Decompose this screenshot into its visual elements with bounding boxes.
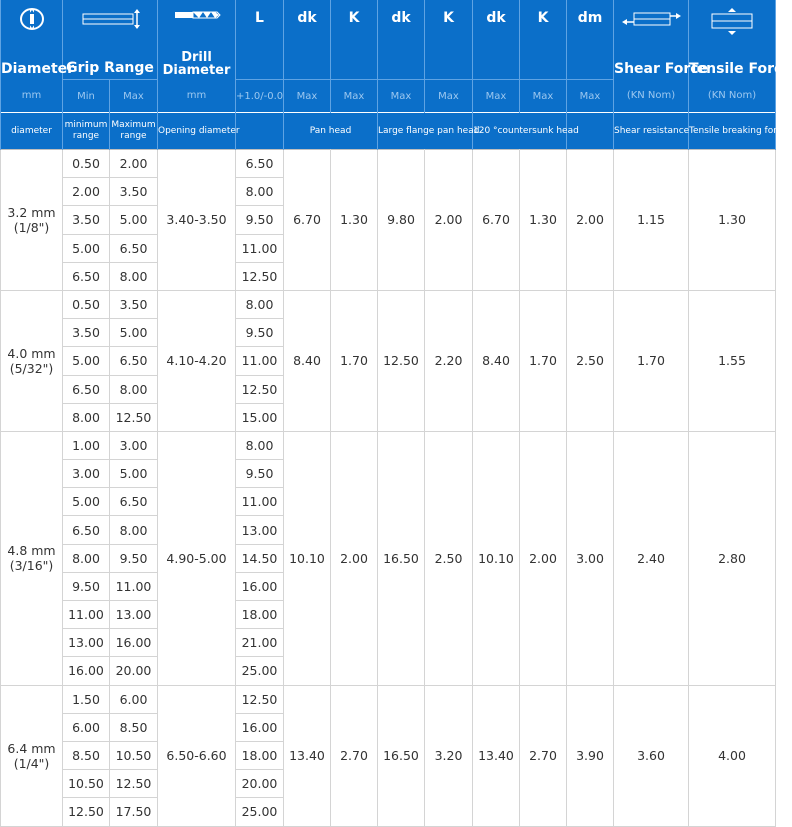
cell-drill: 3.40-3.50 xyxy=(158,150,236,291)
cell-L: 8.00 xyxy=(236,290,284,318)
cell-grip-min: 0.50 xyxy=(63,290,110,318)
unit-L: +1.0/-0.0 xyxy=(236,80,284,113)
cell-grip-max: 12.50 xyxy=(110,403,158,431)
cell-grip-max: 10.50 xyxy=(110,741,158,769)
cell-dk-1: 6.70 xyxy=(284,150,331,291)
cell-L: 6.50 xyxy=(236,150,284,178)
shear-force-icon xyxy=(620,8,682,30)
unit-tensile: (KN Nom) xyxy=(689,80,776,113)
cell-tensile: 2.80 xyxy=(689,431,776,685)
desc-countersunk: 120 °countersunk head xyxy=(473,113,567,150)
desc-diameter: diameter xyxy=(1,113,63,150)
cell-L: 12.50 xyxy=(236,262,284,290)
cell-dk-2: 16.50 xyxy=(378,685,425,826)
cell-grip-min: 9.50 xyxy=(63,572,110,600)
table-row xyxy=(1,431,776,459)
diameter-inch: (3/16") xyxy=(9,558,54,574)
cell-grip-min: 0.50 xyxy=(63,150,110,178)
cell-grip-min: 3.50 xyxy=(63,319,110,347)
cell-K-1: 1.70 xyxy=(331,290,378,431)
cell-grip-max: 8.00 xyxy=(110,516,158,544)
cell-L: 13.00 xyxy=(236,516,284,544)
cell-grip-max: 6.00 xyxy=(110,685,158,713)
cell-grip-min: 6.50 xyxy=(63,516,110,544)
cell-L: 9.50 xyxy=(236,460,284,488)
unit-min: Min xyxy=(63,80,110,113)
cell-grip-max: 5.00 xyxy=(110,319,158,347)
cell-tensile: 1.30 xyxy=(689,150,776,291)
cell-L: 12.50 xyxy=(236,375,284,403)
cell-L: 20.00 xyxy=(236,770,284,798)
unit-diameter: mm xyxy=(1,80,63,113)
desc-min-line1: minimum xyxy=(64,120,108,130)
header-drill-line1: Drill xyxy=(181,49,212,65)
cell-grip-max: 20.00 xyxy=(110,657,158,685)
header-dk-3: dk xyxy=(473,0,520,80)
cell-dm: 2.50 xyxy=(567,290,614,431)
cell-L: 11.00 xyxy=(236,347,284,375)
cell-K-2: 2.00 xyxy=(425,150,473,291)
cell-grip-min: 13.00 xyxy=(63,629,110,657)
table-body xyxy=(1,150,776,827)
unit-dk-3: Max xyxy=(473,80,520,113)
table-row xyxy=(1,685,776,713)
cell-diameter xyxy=(1,431,63,685)
tensile-force-icon xyxy=(707,8,757,36)
cell-grip-max: 6.50 xyxy=(110,234,158,262)
header-shear-force: Shear Force xyxy=(614,46,689,80)
unit-shear: (KN Nom) xyxy=(614,80,689,113)
unit-K-1: Max xyxy=(331,80,378,113)
cell-grip-min: 16.00 xyxy=(63,657,110,685)
cell-dk-2: 12.50 xyxy=(378,290,425,431)
cell-shear: 2.40 xyxy=(614,431,689,685)
diameter-inch: (1/8") xyxy=(13,219,50,235)
cell-grip-max: 2.00 xyxy=(110,150,158,178)
cell-grip-min: 1.00 xyxy=(63,431,110,459)
desc-drill: Opening diameter xyxy=(158,113,236,150)
cell-L: 25.00 xyxy=(236,657,284,685)
diameter-mm: 6.4 mm xyxy=(7,740,56,756)
table-row xyxy=(1,290,776,318)
cell-grip-max: 6.50 xyxy=(110,488,158,516)
cell-grip-max: 13.00 xyxy=(110,601,158,629)
cell-L: 11.00 xyxy=(236,234,284,262)
cell-L: 16.00 xyxy=(236,572,284,600)
header-diameter: Diameter xyxy=(1,46,63,80)
cell-L: 18.00 xyxy=(236,601,284,629)
desc-tensile: Tensile breaking force xyxy=(689,113,776,150)
cell-grip-max: 6.50 xyxy=(110,347,158,375)
cell-drill: 4.10-4.20 xyxy=(158,290,236,431)
cell-grip-min: 3.00 xyxy=(63,460,110,488)
header-diameter-icon-cell xyxy=(1,0,63,46)
header-grip-icon-cell xyxy=(63,0,158,46)
cell-dm: 3.90 xyxy=(567,685,614,826)
cell-K-3: 2.00 xyxy=(520,431,567,685)
grip-range-icon xyxy=(75,8,145,30)
cell-grip-max: 8.50 xyxy=(110,713,158,741)
diameter-inch: (5/32") xyxy=(9,360,54,376)
cell-grip-min: 2.00 xyxy=(63,178,110,206)
desc-max-line1: Maximum xyxy=(111,120,156,130)
cell-dk-3: 6.70 xyxy=(473,150,520,291)
cell-shear: 1.70 xyxy=(614,290,689,431)
header-shear-icon-cell xyxy=(614,0,689,46)
cell-diameter xyxy=(1,290,63,431)
cell-grip-min: 5.00 xyxy=(63,234,110,262)
unit-max: Max xyxy=(110,80,158,113)
cell-drill: 6.50-6.60 xyxy=(158,685,236,826)
cell-L: 9.50 xyxy=(236,206,284,234)
header-L: L xyxy=(236,0,284,80)
cell-L: 25.00 xyxy=(236,798,284,826)
diameter-mm: 4.8 mm xyxy=(7,543,56,559)
cell-L: 8.00 xyxy=(236,178,284,206)
cell-grip-max: 12.50 xyxy=(110,770,158,798)
cell-dk-3: 10.10 xyxy=(473,431,520,685)
desc-max-line2: range xyxy=(120,131,147,141)
cell-grip-max: 3.50 xyxy=(110,290,158,318)
cell-tensile: 1.55 xyxy=(689,290,776,431)
unit-K-2: Max xyxy=(425,80,473,113)
cell-dk-3: 13.40 xyxy=(473,685,520,826)
cell-shear: 1.15 xyxy=(614,150,689,291)
cell-dk-2: 16.50 xyxy=(378,431,425,685)
cell-grip-max: 16.00 xyxy=(110,629,158,657)
desc-shear: Shear resistance xyxy=(614,113,689,150)
header-drill-line2: Diameter xyxy=(162,62,231,78)
cell-K-1: 1.30 xyxy=(331,150,378,291)
header-tensile-icon-cell xyxy=(689,0,776,46)
cell-shear: 3.60 xyxy=(614,685,689,826)
cell-grip-max: 5.00 xyxy=(110,460,158,488)
header-drill-diameter xyxy=(158,46,236,80)
cell-K-3: 2.70 xyxy=(520,685,567,826)
header-dk-1: dk xyxy=(284,0,331,80)
cell-K-3: 1.30 xyxy=(520,150,567,291)
cell-grip-max: 8.00 xyxy=(110,375,158,403)
cell-K-2: 2.50 xyxy=(425,431,473,685)
desc-min xyxy=(63,113,110,150)
unit-K-3: Max xyxy=(520,80,567,113)
cell-L: 21.00 xyxy=(236,629,284,657)
header-dk-2: dk xyxy=(378,0,425,80)
cell-L: 14.50 xyxy=(236,544,284,572)
cell-dk-1: 13.40 xyxy=(284,685,331,826)
cell-grip-max: 17.50 xyxy=(110,798,158,826)
header-dm: dm xyxy=(567,0,614,80)
cell-dk-2: 9.80 xyxy=(378,150,425,291)
cell-dm: 3.00 xyxy=(567,431,614,685)
diameter-mm: 4.0 mm xyxy=(7,345,56,361)
header-tensile-force: Tensile Force xyxy=(689,46,776,80)
cell-K-1: 2.70 xyxy=(331,685,378,826)
table-row xyxy=(1,150,776,178)
unit-dk-1: Max xyxy=(284,80,331,113)
cell-L: 12.50 xyxy=(236,685,284,713)
cell-grip-min: 6.50 xyxy=(63,262,110,290)
table-header xyxy=(1,0,792,150)
cell-L: 8.00 xyxy=(236,431,284,459)
header-K-2: K xyxy=(425,0,473,80)
cell-K-1: 2.00 xyxy=(331,431,378,685)
header-K-3: K xyxy=(520,0,567,80)
cell-L: 18.00 xyxy=(236,741,284,769)
desc-large-flange: Large flange pan head xyxy=(378,113,473,150)
cell-tensile: 4.00 xyxy=(689,685,776,826)
cell-L: 15.00 xyxy=(236,403,284,431)
cell-grip-min: 5.00 xyxy=(63,488,110,516)
cell-grip-max: 3.00 xyxy=(110,431,158,459)
rivet-diameter-icon xyxy=(19,8,45,30)
cell-grip-max: 5.00 xyxy=(110,206,158,234)
cell-grip-min: 5.00 xyxy=(63,347,110,375)
cell-L: 11.00 xyxy=(236,488,284,516)
cell-grip-min: 8.00 xyxy=(63,544,110,572)
diameter-mm: 3.2 mm xyxy=(7,204,56,220)
cell-K-2: 2.20 xyxy=(425,290,473,431)
desc-min-line2: range xyxy=(72,131,100,141)
cell-grip-min: 12.50 xyxy=(63,798,110,826)
cell-diameter xyxy=(1,685,63,826)
cell-L: 9.50 xyxy=(236,319,284,347)
cell-grip-min: 8.50 xyxy=(63,741,110,769)
cell-dk-1: 10.10 xyxy=(284,431,331,685)
cell-dk-3: 8.40 xyxy=(473,290,520,431)
cell-grip-max: 3.50 xyxy=(110,178,158,206)
header-K-1: K xyxy=(331,0,378,80)
diameter-inch: (1/4") xyxy=(13,755,50,771)
cell-dm: 2.00 xyxy=(567,150,614,291)
header-grip-range: Grip Range xyxy=(63,46,158,80)
cell-dk-1: 8.40 xyxy=(284,290,331,431)
cell-grip-min: 11.00 xyxy=(63,601,110,629)
cell-grip-min: 6.50 xyxy=(63,375,110,403)
cell-grip-max: 9.50 xyxy=(110,544,158,572)
desc-L xyxy=(236,113,284,150)
drill-bit-icon xyxy=(173,8,221,22)
desc-pan-head: Pan head xyxy=(284,113,378,150)
cell-drill: 4.90-5.00 xyxy=(158,431,236,685)
unit-drill: mm xyxy=(158,80,236,113)
cell-grip-max: 11.00 xyxy=(110,572,158,600)
desc-max xyxy=(110,113,158,150)
cell-grip-min: 6.00 xyxy=(63,713,110,741)
cell-diameter xyxy=(1,150,63,291)
cell-K-3: 1.70 xyxy=(520,290,567,431)
cell-grip-min: 1.50 xyxy=(63,685,110,713)
cell-grip-min: 3.50 xyxy=(63,206,110,234)
cell-grip-max: 8.00 xyxy=(110,262,158,290)
header-drill-icon-cell xyxy=(158,0,236,46)
unit-dk-2: Max xyxy=(378,80,425,113)
cell-grip-min: 8.00 xyxy=(63,403,110,431)
cell-K-2: 3.20 xyxy=(425,685,473,826)
unit-dm: Max xyxy=(567,80,614,113)
cell-grip-min: 10.50 xyxy=(63,770,110,798)
cell-L: 16.00 xyxy=(236,713,284,741)
